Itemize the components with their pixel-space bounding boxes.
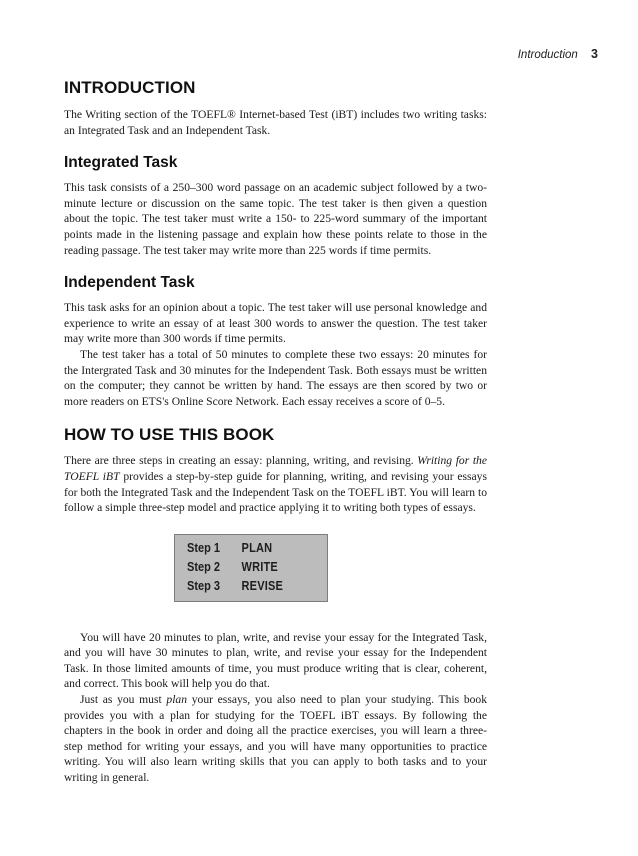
independent-task-paragraph-1: This task asks for an opinion about a topic. The test taker will use personal knowledge and experience to write an essay of at least 300 words to answer the question. The test taker may write more than 300 words if time permits. <box>64 301 487 346</box>
integrated-task-heading: Integrated Task <box>64 154 178 172</box>
how-to-use-paragraph-3-end: your essays, you also need to plan your studying. This book provides you with a plan for studying for the TOEFL iBT essays. By following the chapters in the book in order and doing all the practice exercises, you will learn a three-step method for writing your essays, and you will have many opportunities to practice writing. You will also learn writing skills that you can apply to both tasks and to your writing in general. <box>64 693 488 785</box>
how-to-use-paragraph-3 <box>64 692 487 786</box>
step-label: Step 3 <box>187 578 221 593</box>
independent-task-paragraph-2: The test taker has a total of 50 minutes to complete these two essays: 20 minutes for the Intergrated Task and 30 minutes for the Independent Task. Both essays must be written on the computer; they cannot be written by hand. The essays are then scored by two or more readers on ETS's Online Score Network. Each essay receives a score of 0–5. <box>64 347 487 408</box>
how-to-use-paragraph-1-end: provides a step-by-step guide for planning, writing, and revising your essays for both the Integrated Task and the Independent Task on the TOEFL iBT. You will learn to follow a simple three-step model and practice applying it to writing both types of essays. <box>64 469 487 515</box>
running-head <box>518 47 598 61</box>
introduction-heading: INTRODUCTION <box>64 78 196 97</box>
step-label: Step 1 <box>187 540 221 555</box>
independent-task-heading: Independent Task <box>64 274 195 292</box>
steps-box <box>174 534 328 602</box>
how-to-use-heading: HOW TO USE THIS BOOK <box>64 425 275 445</box>
plan-emphasis: plan <box>166 693 188 707</box>
how-to-use-paragraph-1-start: There are three steps in creating an essay: planning, writing, and revising. <box>64 454 418 468</box>
step-value: PLAN <box>241 540 273 555</box>
introduction-paragraph: The Writing section of the TOEFL® Internet-based Test (iBT) includes two writing tasks: an Integrated Task and an Independent Task. <box>64 108 487 137</box>
step-value: WRITE <box>241 559 278 574</box>
page-content <box>64 78 487 786</box>
step-row <box>187 539 310 558</box>
step-value: REVISE <box>241 578 283 593</box>
running-head-title: Introduction <box>517 49 578 61</box>
integrated-task-paragraph: This task consists of a 250–300 word passage on an academic subject followed by a two-minute lecture or discussion on the same topic. The test taker is then given a question about the topic. The test taker must write a 150- to 225-word summary of the important points made in the listening passage and explain how these points relate to those in the reading passage. The test taker may write more than 225 words if time permits. <box>64 181 487 257</box>
step-label: Step 2 <box>187 559 221 574</box>
step-row <box>187 558 310 577</box>
how-to-use-paragraph-1 <box>64 453 487 515</box>
step-row <box>187 577 310 596</box>
book-title: Writing for the TOEFL iBT <box>64 454 487 483</box>
how-to-use-paragraph-3-start: Just as you must <box>80 693 167 707</box>
how-to-use-paragraph-2: You will have 20 minutes to plan, write, and revise your essay for the Integrated Task, and you will have 30 minutes to plan, write, and revise your essay for the Independent Task. In those limited amounts of time, you must produce writing that is clear, coherent, and correct. This book will help you do that. <box>64 630 487 691</box>
page-number: 3 <box>591 47 598 61</box>
